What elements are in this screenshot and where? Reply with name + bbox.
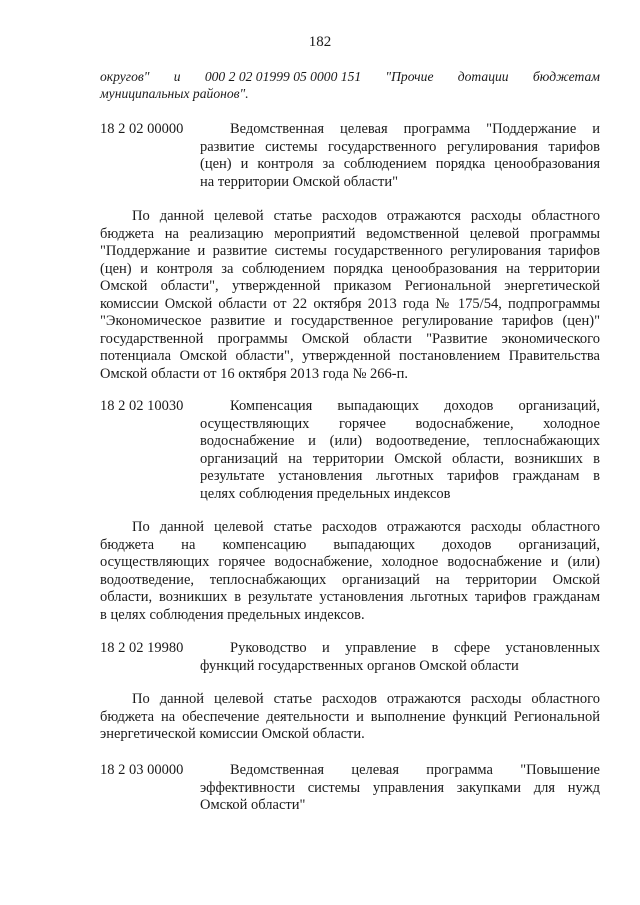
- title-line: водоснабжение и (или) водоотведение, теплоснабжающих: [200, 433, 600, 449]
- para-line: водоотведение, теплоснабжающих организаций на территории Омской: [100, 571, 600, 588]
- section-paragraph-1: [100, 208, 600, 383]
- title-line: осуществляющих горячее водоснабжение, холодное: [200, 415, 600, 432]
- para-line: комиссии Омской области от 22 октября 2013 года № 175/54, подпрограммы: [100, 295, 600, 312]
- para-line: энергетической комиссии Омской области.: [100, 726, 365, 742]
- para-line: потенциала Омской области", утвержденной постановлением Правительства: [100, 348, 600, 364]
- para-line: государственной программы Омской области "Развитие экономического: [100, 330, 600, 347]
- title-line: Ведомственная целевая программа "Поддержание и: [230, 121, 600, 137]
- title-line: эффективности системы управления закупками для нужд: [200, 779, 600, 796]
- intro-word: округов": [100, 69, 150, 84]
- para-line: "Экономическое развитие и государственное регулирование тарифов (цен)": [100, 313, 600, 329]
- title-line: на территории Омской области": [200, 173, 399, 190]
- intro-line-2: муниципальных районов".: [100, 86, 249, 101]
- para-line: По данной целевой статье расходов отражаются расходы областного: [132, 691, 600, 707]
- intro-code: 000 2 02 01999 05 0000 151: [204, 69, 362, 84]
- intro-line-1: [100, 68, 600, 85]
- intro-continuation: [100, 68, 600, 102]
- para-line: По данной целевой статье расходов отражаются расходы областного: [132, 208, 600, 224]
- classification-code: 18 2 02 19980: [100, 640, 184, 656]
- title-line: целях соблюдения предельных индексов: [200, 485, 451, 502]
- para-line: бюджета на обеспечение деятельности и выполнение функций Региональной: [100, 708, 600, 725]
- title-line: результате установления льготных тарифов гражданам в: [200, 468, 600, 484]
- title-line: организаций на территории Омской области, возникших в: [200, 450, 600, 467]
- section-title: [200, 762, 600, 815]
- para-line: Омской области", утвержденной приказом Региональной энергетической: [100, 278, 600, 294]
- para-line: (цен) и контроля за соблюдением порядка ценообразования на территории: [100, 260, 600, 277]
- section-title: [200, 398, 600, 503]
- intro-word: "Прочие: [385, 69, 434, 84]
- title-line: Компенсация выпадающих доходов организаций,: [230, 398, 600, 414]
- para-line: бюджета на компенсацию выпадающих доходов организаций,: [100, 536, 600, 553]
- section-paragraph-3: [100, 691, 600, 744]
- intro-word: дотации: [457, 69, 509, 84]
- para-line: в целях соблюдения предельных индексов.: [100, 606, 365, 623]
- section-title: [200, 640, 600, 675]
- classification-code: 18 2 02 00000: [100, 121, 184, 137]
- title-line: Омской области": [200, 797, 306, 813]
- title-line: развитие системы государственного регулирования тарифов: [200, 138, 600, 155]
- intro-word: бюджетам: [532, 69, 600, 84]
- title-line: функций государственных органов Омской области: [200, 657, 519, 674]
- intro-word: и: [173, 69, 181, 84]
- para-line: Омской области от 16 октября 2013 года № 266-п.: [100, 365, 409, 382]
- section-paragraph-2: [100, 519, 600, 624]
- para-line: бюджета на реализацию мероприятий ведомственной целевой программы: [100, 225, 600, 242]
- para-line: "Поддержание и развитие системы государственного регулирования тарифов: [100, 243, 600, 259]
- classification-code: 18 2 03 00000: [100, 762, 184, 778]
- para-line: области, возникших в результате установления льготных тарифов гражданам: [100, 589, 600, 605]
- title-line: (цен) и контроля за соблюдением порядка ценообразования: [200, 156, 600, 172]
- classification-code: 18 2 02 10030: [100, 398, 184, 414]
- para-line: По данной целевой статье расходов отражаются расходы областного: [132, 519, 600, 535]
- page-number: 182: [308, 34, 332, 50]
- section-title: [200, 121, 600, 191]
- title-line: Руководство и управление в сфере установленных: [230, 640, 600, 656]
- para-line: осуществляющих горячее водоснабжение, холодное водоснабжение и (или): [100, 554, 600, 570]
- title-line: Ведомственная целевая программа "Повышение: [230, 762, 600, 778]
